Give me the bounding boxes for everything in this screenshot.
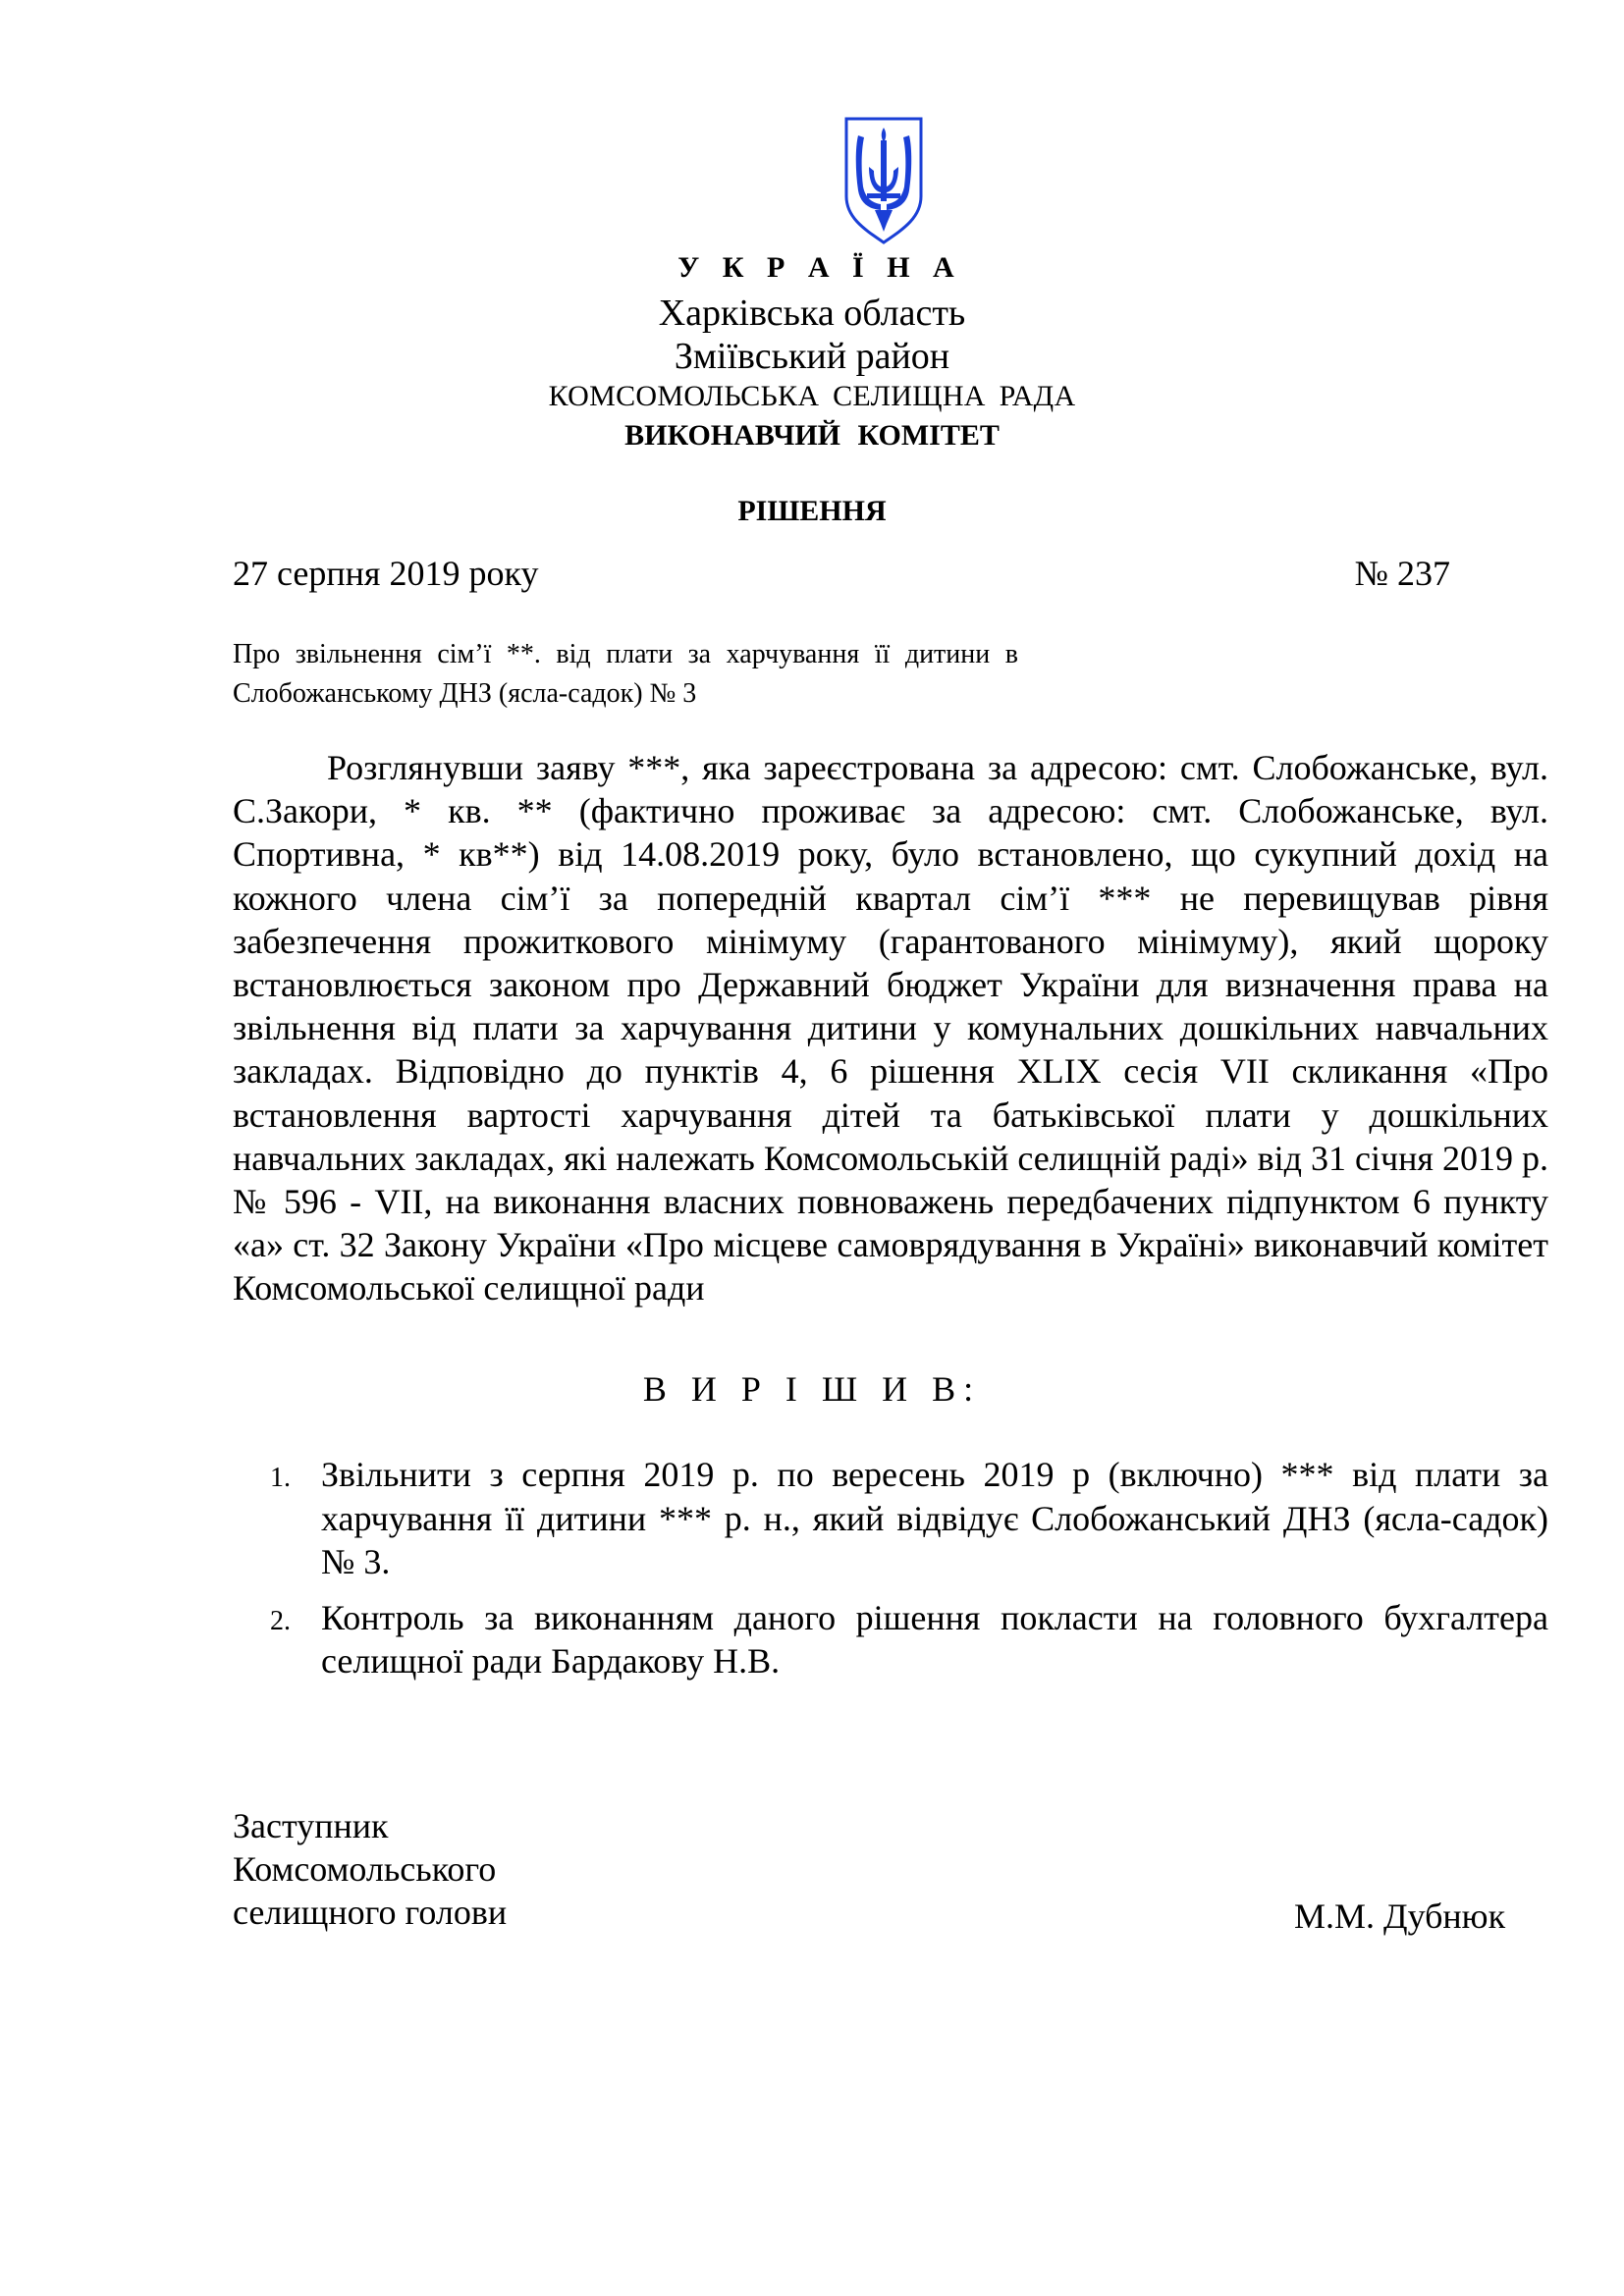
document-title: РІШЕННЯ — [737, 495, 887, 527]
document-date: 27 серпня 2019 року — [233, 554, 539, 593]
signer-name: М.М. Дубнюк — [1294, 1896, 1506, 1936]
coat-of-arms-of-ukraine-icon — [841, 116, 926, 245]
decision-item-text: Контроль за виконанням даного рішення покласти на головного бухгалтера селищної ради Бардакову Н.В. — [321, 1597, 1548, 1682]
decision-item-text: Звільнити з серпня 2019 р. по вересень 2019 р (включно) *** від плати за харчування її дитини *** р. н., який відвідує Слобожанський ДНЗ (ясла-садок) № 3. — [321, 1455, 1548, 1582]
document-body: Розглянувши заяву ***, яка зареєстрована за адресою: смт. Слобожанське, вул. С.Закори, * кв. ** (фактично проживає за адресою: смт. Слобожанське, вул. Спортивна, * кв**) від 14.08.2019 року, було встановлено, що сукупний дохід на кожного члена сім’ї за попередній квартал сім’ї *** не перевищував рівня забезпечення прожиткового мінімуму (гарантованого мінімуму), який щороку встановлюється законом про Державний бюджет України для визначення права на звільнення від плати за харчування дитини у комунальних дошкільних навчальних закладах. Відповідно до пунктів 4, 6 рішення XLIX сесія VII скликання «Про встановлення вартості харчування дітей та батьківської плати у дошкільних навчальних закладах, які належать Комсомольській селищній раді» від 31 січня 2019 р. № 596 - VII, на виконання власних повноважень передбачених підпунктом 6 пункту «а» ст. 32 Закону України «Про місцеве самоврядування в Україні» виконавчий комітет Комсомольської селищної ради — [233, 748, 1548, 1308]
document-subject: Про звільнення сім’ї **. від плати за харчування її дитини в Слобожанському ДНЗ (ясла-садок) № 3 — [233, 639, 1018, 709]
country-heading: У К Р А Ї Н А — [677, 251, 962, 284]
committee-heading: ВИКОНАВЧИЙ КОМІТЕТ — [624, 419, 1000, 452]
signer-position-line: Комсомольського — [233, 1849, 497, 1889]
signer-position — [233, 1804, 507, 1934]
signer-position-line: Заступник — [233, 1806, 389, 1845]
signer-position-line: селищного голови — [233, 1893, 508, 1932]
decision-item — [233, 1453, 1548, 1584]
decision-list — [233, 1453, 1548, 1695]
document-number: № 237 — [1354, 554, 1450, 593]
region-heading: Харківська область — [658, 293, 966, 334]
council-heading: КОМСОМОЛЬСЬКА СЕЛИЩНА РАДА — [548, 380, 1076, 412]
resolved-heading: В И Р І Ш И В: — [642, 1369, 982, 1409]
decision-item-number: 2. — [270, 1605, 291, 1636]
decision-item — [233, 1596, 1548, 1683]
decision-item-number: 1. — [270, 1463, 291, 1493]
district-heading: Зміївський район — [674, 336, 950, 377]
